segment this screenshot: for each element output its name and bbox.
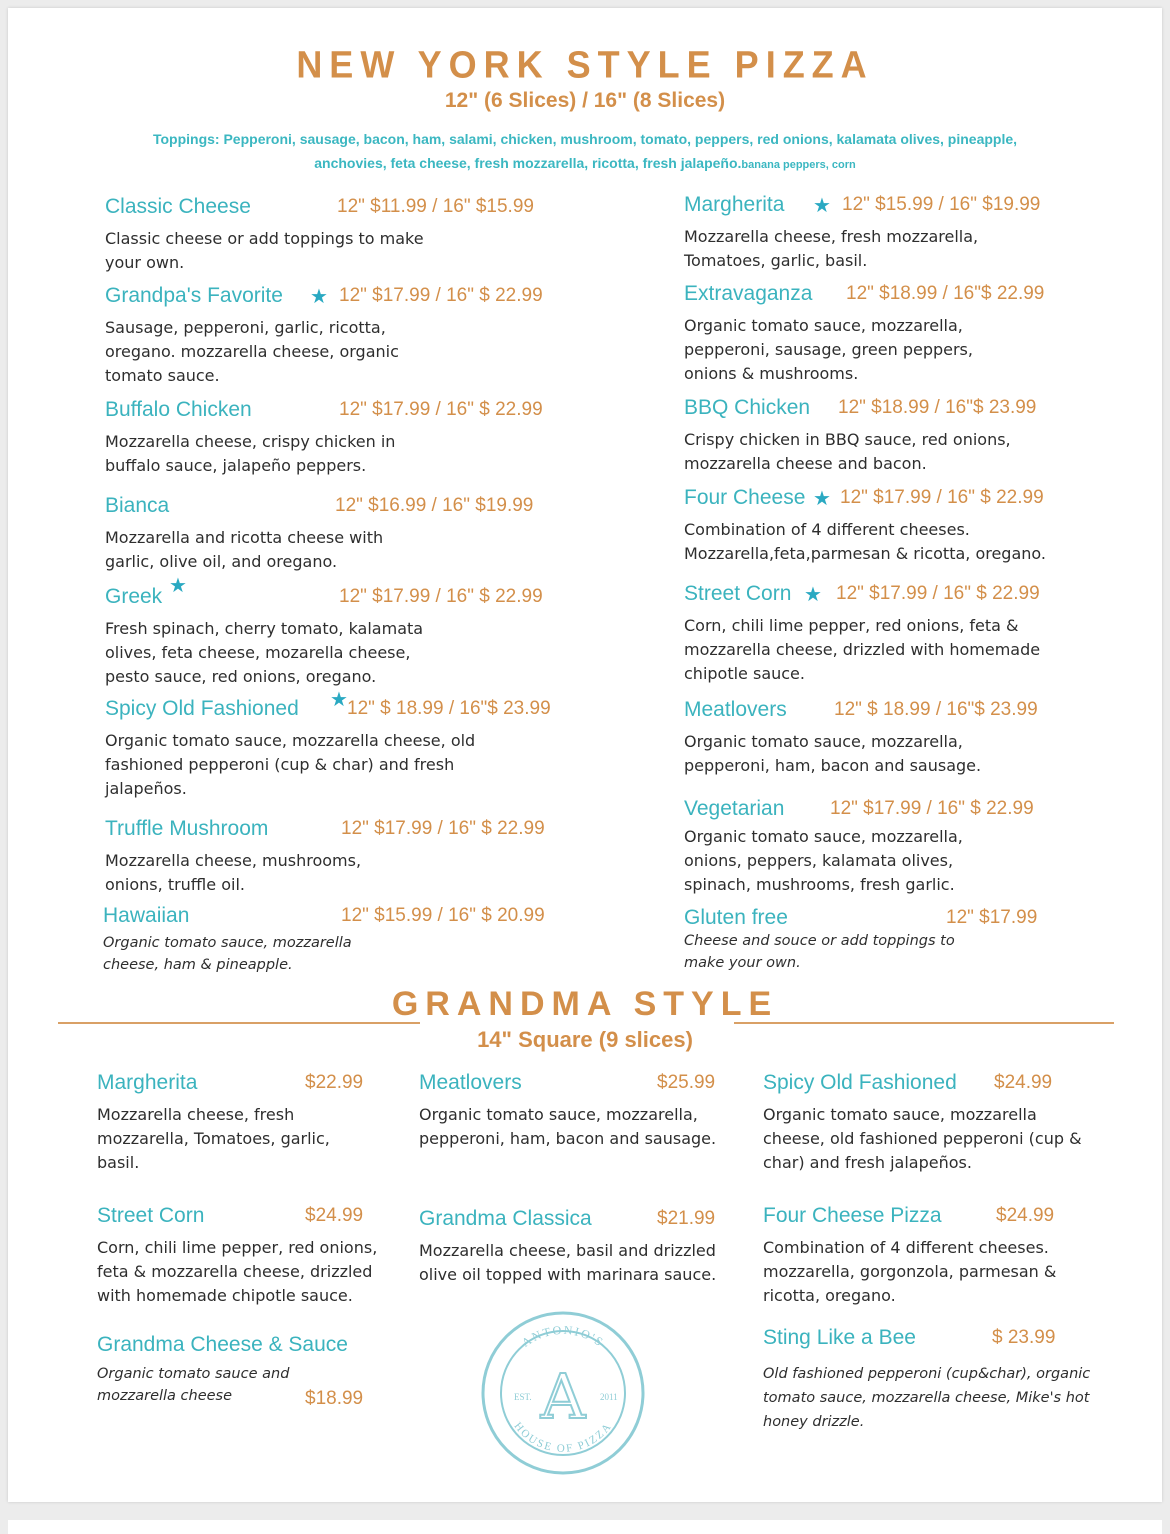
ny-title: NEW YORK STYLE PIZZA (296, 42, 874, 86)
item-desc: Organic tomato sauce, mozzarella, pepperoni, sausage, green peppers, onions & mushrooms. (684, 316, 973, 383)
item-price: $25.99 (657, 1072, 716, 1093)
item-price: 12" $ 18.99 / 16"$ 23.99 (834, 699, 1038, 720)
item-price: 12" $17.99 / 16" $ 22.99 (840, 487, 1044, 508)
item-name: Street Corn (97, 1204, 205, 1227)
item-desc: Organic tomato sauce and mozzarella cheese (97, 1366, 290, 1404)
ny-toppings (150, 127, 1020, 177)
item-price: 12" $11.99 / 16" $15.99 (337, 196, 534, 217)
item-name: Bianca (105, 494, 170, 517)
item-price: $18.99 (305, 1388, 364, 1409)
item-desc: Cheese and souce or add toppings to make your own. (684, 933, 955, 971)
item-price: 12" $15.99 / 16" $ 20.99 (341, 905, 545, 926)
logo-top-text: ANTONIO'S (519, 1322, 608, 1350)
logo-est-text: EST. (514, 1392, 532, 1402)
item-price: 12" $16.99 / 16" $19.99 (335, 495, 534, 516)
item-name: Buffalo Chicken (105, 398, 252, 421)
item-desc: Sausage, pepperoni, garlic, ricotta, oregano. mozzarella cheese, organic tomato sauce. (105, 318, 399, 385)
item-price: $24.99 (996, 1205, 1055, 1226)
toppings-text: Toppings: Pepperoni, sausage, bacon, ham, salami, chicken, mushroom, tomato, peppers, red onions, kalamata olives, pineapple, anchovies, feta cheese, fresh mozzarella, ricotta, fresh jalapeño. (152, 131, 1018, 171)
item-name: Meatlovers (684, 698, 787, 721)
item-name: Truffle Mushroom (105, 817, 269, 840)
item-name: Grandma Classica (419, 1207, 592, 1230)
toppings-extra: banana peppers, corn (741, 159, 856, 171)
item-name: Margherita (97, 1071, 198, 1094)
item-name: Four Cheese (684, 486, 806, 509)
item-name: Sting Like a Bee (763, 1326, 916, 1349)
item-price: 12" $15.99 / 16" $19.99 (842, 194, 1041, 215)
item-desc: Organic tomato sauce, mozzarella, pepperoni, ham, bacon and sausage. (684, 732, 982, 775)
item-name: Hawaiian (103, 904, 190, 927)
item-desc: Crispy chicken in BBQ sauce, red onions, mozzarella cheese and bacon. (684, 430, 1011, 473)
item-name: Grandpa's Favorite (105, 284, 283, 307)
item-desc: Mozzarella cheese, mushrooms, onions, truffle oil. (105, 851, 362, 894)
grandma-size: 14" Square (9 slices) (477, 1027, 693, 1052)
item-price: 12" $18.99 / 16"$ 22.99 (846, 283, 1045, 304)
item-desc: Classic cheese or add toppings to make your own. (105, 229, 424, 272)
item-name: Vegetarian (684, 797, 785, 820)
item-price: 12" $18.99 / 16"$ 23.99 (838, 397, 1037, 418)
star-icon: ★ (310, 284, 328, 308)
item-desc: Organic tomato sauce, mozzarella, onions, peppers, kalamata olives, spinach, mushrooms, fresh garlic. (684, 827, 963, 894)
item-price: 12" $17.99 / 16" $ 22.99 (836, 583, 1040, 604)
item-name: Gluten free (684, 906, 788, 929)
item-desc: Mozzarella cheese, fresh mozzarella, Tomatoes, garlic, basil. (97, 1105, 330, 1172)
item-name: Spicy Old Fashioned (105, 697, 299, 720)
item-price: 12" $17.99 / 16" $ 22.99 (339, 586, 543, 607)
item-desc: Combination of 4 different cheeses. mozzarella, gorgonzola, parmesan & ricotta, oregano. (763, 1238, 1057, 1305)
item-price: $ 23.99 (992, 1327, 1056, 1348)
item-name: Meatlovers (419, 1071, 522, 1094)
item-price: $21.99 (657, 1208, 716, 1229)
item-desc: Organic tomato sauce, mozzarella cheese, old fashioned pepperoni (cup & char) and fresh jalapeños. (105, 731, 476, 798)
star-icon: ★ (804, 582, 822, 606)
item-price: 12" $17.99 / 16" $ 22.99 (830, 798, 1034, 819)
item-price: 12" $17.99 / 16" $ 22.99 (341, 818, 545, 839)
item-name: Margherita (684, 193, 785, 216)
ny-sizes: 12" (6 Slices) / 16" (8 Slices) (444, 89, 726, 112)
item-price: $22.99 (305, 1072, 364, 1093)
item-name: Four Cheese Pizza (763, 1204, 942, 1227)
item-desc: Fresh spinach, cherry tomato, kalamata olives, feta cheese, mozarella cheese, pesto sauce, red onions, oregano. (105, 619, 424, 686)
item-desc: Mozzarella cheese, fresh mozzarella, Tomatoes, garlic, basil. (684, 227, 979, 270)
item-desc: Organic tomato sauce, mozzarella cheese, ham & pineapple. (103, 935, 352, 973)
star-icon: ★ (169, 573, 187, 597)
item-price: 12" $ 18.99 / 16"$ 23.99 (347, 698, 551, 719)
item-desc: Mozzarella cheese, crispy chicken in buffalo sauce, jalapeño peppers. (105, 432, 396, 475)
item-name: Spicy Old Fashioned (763, 1071, 957, 1094)
item-name: Classic Cheese (105, 195, 251, 218)
item-name: Grandma Cheese & Sauce (97, 1333, 348, 1356)
item-price: $24.99 (305, 1205, 364, 1226)
item-name: Greek (105, 585, 163, 608)
logo-year-text: 2011 (600, 1392, 618, 1402)
item-desc: Corn, chili lime pepper, red onions, feta & mozzarella cheese, drizzled with homemade chipotle sauce. (97, 1238, 378, 1305)
next-page-edge (8, 1520, 1162, 1534)
star-icon: ★ (813, 193, 831, 217)
item-price: 12" $17.99 / 16" $ 22.99 (339, 285, 543, 306)
item-name: Street Corn (684, 582, 792, 605)
star-icon: ★ (813, 486, 831, 510)
grandma-title: GRANDMA STYLE (391, 985, 779, 1023)
item-name: BBQ Chicken (684, 396, 811, 419)
logo-monogram: A (540, 1360, 586, 1433)
item-desc: Combination of 4 different cheeses. Mozzarella,feta,parmesan & ricotta, oregano. (684, 520, 1046, 563)
star-icon: ★ (330, 687, 348, 711)
item-name: Extravaganza (684, 282, 813, 305)
antonios-logo-stamp (480, 1310, 646, 1476)
item-desc: Corn, chili lime pepper, red onions, feta & mozzarella cheese, drizzled with homemade chipotle sauce. (684, 616, 1041, 683)
item-price: 12" $17.99 (946, 907, 1038, 928)
item-desc: Organic tomato sauce, mozzarella, pepperoni, ham, bacon and sausage. (419, 1105, 717, 1148)
item-desc: Mozzarella and ricotta cheese with garlic, olive oil, and oregano. (105, 528, 384, 571)
item-price: 12" $17.99 / 16" $ 22.99 (339, 399, 543, 420)
item-price: $24.99 (994, 1072, 1053, 1093)
logo-bottom-text: HOUSE OF PIZZA (511, 1420, 615, 1455)
item-desc: Mozzarella cheese, basil and drizzled olive oil topped with marinara sauce. (419, 1241, 717, 1284)
item-desc: Old fashioned pepperoni (cup&char), organic tomato sauce, mozzarella cheese, Mike's hot honey drizzle. (763, 1366, 1091, 1430)
item-desc: Organic tomato sauce, mozzarella cheese, old fashioned pepperoni (cup & char) and fresh jalapeños. (763, 1105, 1082, 1172)
